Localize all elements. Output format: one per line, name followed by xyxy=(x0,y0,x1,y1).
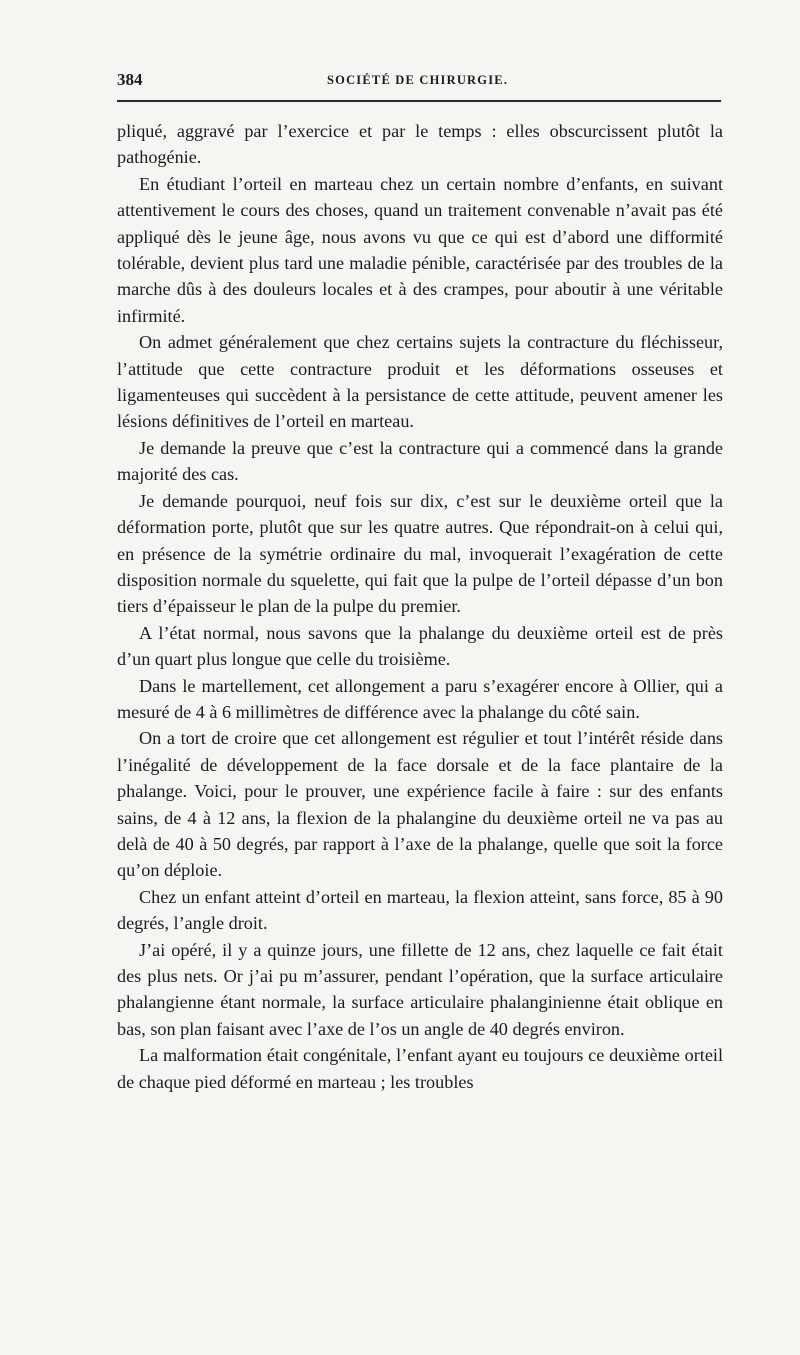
paragraph: Dans le martellement, cet allongement a paru s’exagérer encore à Ollier, qui a mesuré de 4 à 6 millimètres de différence avec la phalange du côté sain. xyxy=(117,675,723,722)
paragraph: Je demande la preuve que c’est la contracture qui a commencé dans la grande majorité des cas. xyxy=(117,437,723,485)
paragraph: On admet généralement que chez certains sujets la contracture du fléchisseur, l’attitude que cette contracture produit et les déformations osseuses et ligamenteuses qui succèdent à la persistance de cette attitude, peuvent amener les lésions définitives de l’orteil en marteau. xyxy=(117,332,723,432)
paragraph: On a tort de croire que cet allongement est régulier et tout l’intérêt réside dans l’inégalité de développement de la face dorsale et de la face plantaire de la phalange. Voici, pour le prouver, une expérience facile à faire : sur des enfants sains, de 4 à 12 ans, la flexion de la phalangine du deuxième orteil ne va pas au delà de 40 à 50 degrés, par rapport à l’axe de la phalange, quelle que soit la force qu’on déploie. xyxy=(117,728,723,881)
paragraph: La malformation était congénitale, l’enfant ayant eu toujours ce deuxième orteil de chaque pied déformé en marteau ; les troubles xyxy=(117,1045,723,1092)
paragraph: A l’état normal, nous savons que la phalange du deuxième orteil est de près d’un quart plus longue que celle du troisième. xyxy=(117,622,723,670)
paragraph: Je demande pourquoi, neuf fois sur dix, c’est sur le deuxième orteil que la déformation porte, plutôt que sur les quatre autres. Que répondrait-on à celui qui, en présence de la symétrie ordinaire du mal, invoquerait l’exagération de cette disposition normale du squelette, qui fait que la pulpe de l’orteil dépasse d’un bon tiers d’épaisseur le plan de la pulpe du premier. xyxy=(117,490,723,617)
paragraph: pliqué, aggravé par l’exercice et par le temps : elles obscurcissent plutôt la pathogénie. xyxy=(117,121,723,168)
page-number: 384 xyxy=(117,70,143,89)
header-rule xyxy=(117,100,721,102)
paragraph: J’ai opéré, il y a quinze jours, une fillette de 12 ans, chez laquelle ce fait était des plus nets. Or j’ai pu m’assurer, pendant l’opération, que la surface articulaire phalangienne étant normale, la surface articulaire phalanginienne était oblique en bas, son plan faisant avec l’axe de l’os un angle de 40 degrés environ. xyxy=(117,939,723,1039)
body-text xyxy=(117,118,723,1095)
running-title: SOCIÉTÉ DE CHIRURGIE. xyxy=(327,73,509,87)
page-header xyxy=(117,70,721,96)
paragraph: En étudiant l’orteil en marteau chez un certain nombre d’enfants, en suivant attentivement le cours des choses, quand un traitement convenable n’avait pas été appliqué dès le jeune âge, nous avons vu que ce qui est d’abord une difformité tolérable, devient plus tard une maladie pénible, caractérisée par des troubles de la marche dûs à des douleurs locales et à des crampes, pour aboutir à une véritable infirmité. xyxy=(117,173,723,326)
paragraph: Chez un enfant atteint d’orteil en marteau, la flexion atteint, sans force, 85 à 90 degrés, l’angle droit. xyxy=(117,886,723,934)
